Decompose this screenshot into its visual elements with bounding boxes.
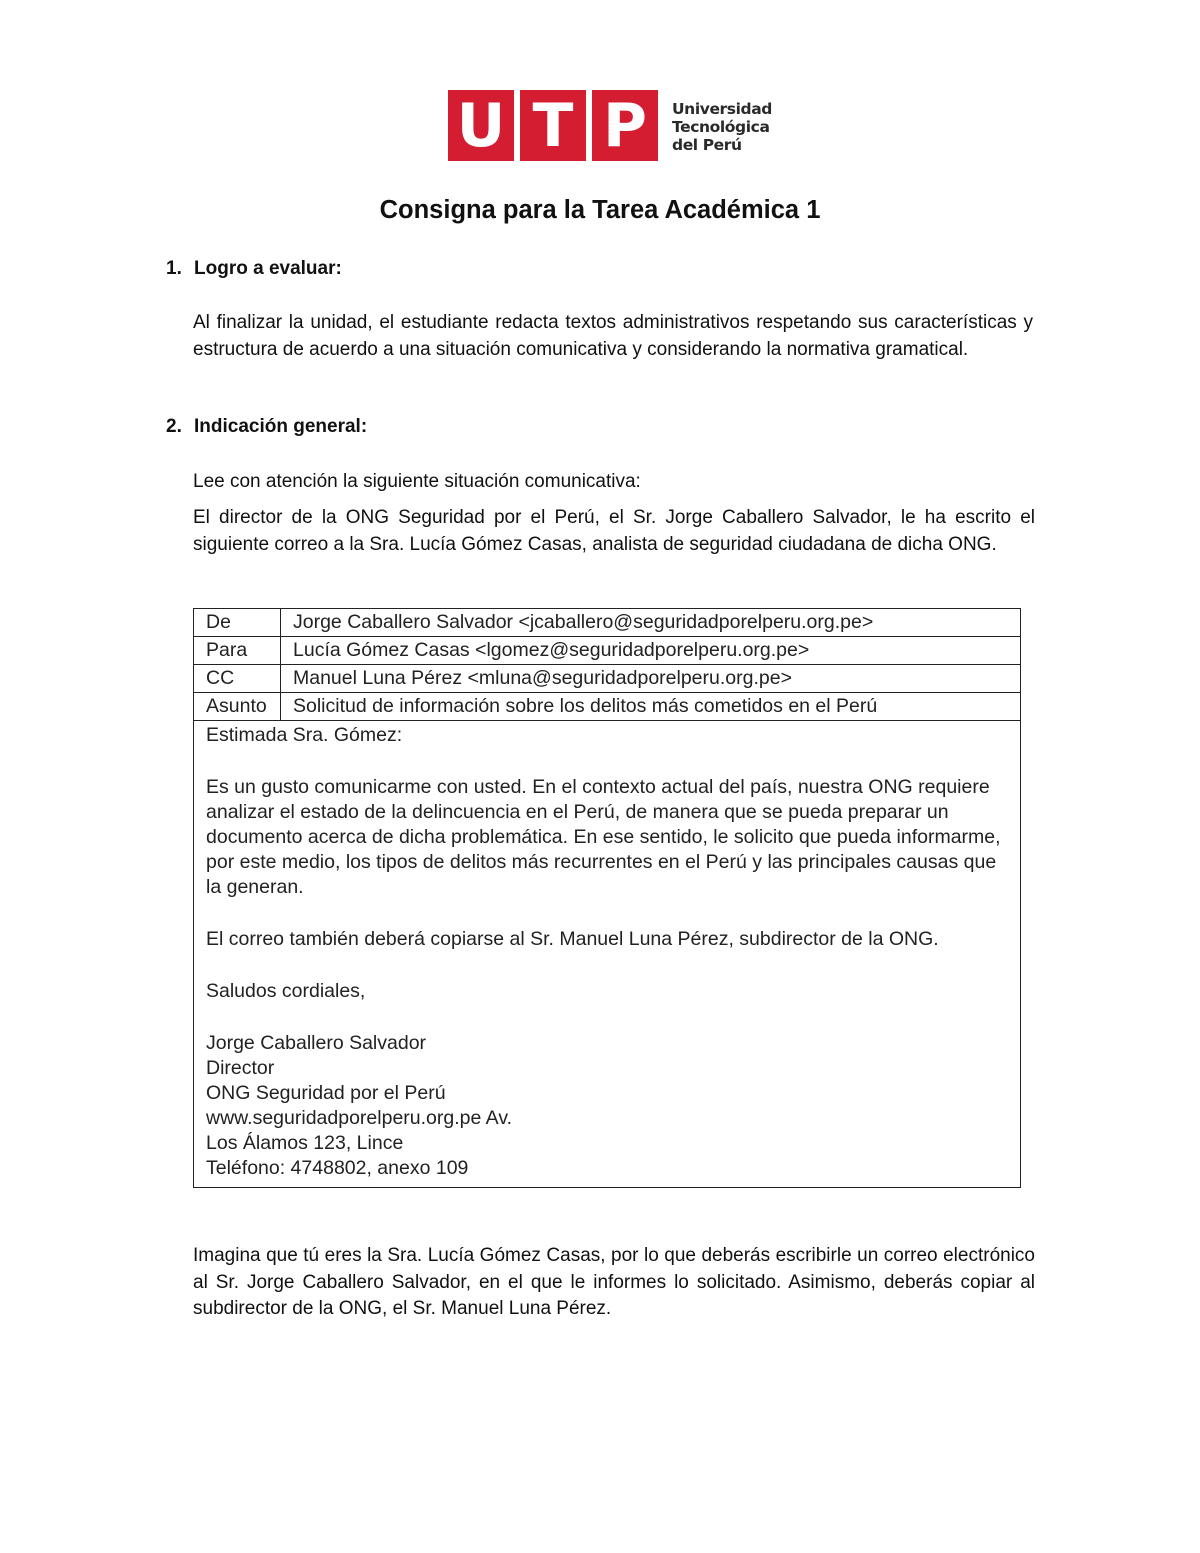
email-value: Lucía Gómez Casas <lgomez@seguridadporelperu.org.pe> [281,637,1021,665]
signature-line: www.seguridadporelperu.org.pe Av. [206,1107,513,1129]
email-label: Asunto [194,693,281,721]
section-heading-text: Logro a evaluar: [194,258,342,279]
section-heading-logro [166,258,342,280]
logo-name-line: Tecnológica [672,118,770,136]
email-label: Para [194,637,281,665]
section-heading-text: Indicación general: [194,416,368,437]
signature-line: Teléfono: 4748802, anexo 109 [206,1157,469,1179]
logo-letter-u: U [456,90,506,161]
logo-mark [448,90,658,161]
logo-letter-p: P [603,90,647,161]
email-label: De [194,609,281,637]
logo-name-line: del Perú [672,136,742,154]
closing-paragraph: Imagina que tú eres la Sra. Lucía Gómez Casas, por lo que deberás escribirle un correo electrónico al Sr. Jorge Caballero Salvador, en el que le informes lo solicitado. Asimismo, deberás copiar al subdirector de la ONG, el Sr. Manuel Luna Pérez. [193,1245,1035,1319]
email-row-subject [194,693,1021,721]
email-value: Solicitud de información sobre los delitos más cometidos en el Perú [281,693,1021,721]
email-body-paragraph: Es un gusto comunicarme con usted. En el contexto actual del país, nuestra ONG requiere analizar el estado de la delincuencia en el Perú, de manera que se pueda preparar un documento acerca de dicha problemática. En ese sentido, le solicito que pueda informarme, por este medio, los tipos de delitos más recurrentes en el Perú y las principales causas que la generan. [206,776,1001,898]
email-table [193,608,1021,1188]
email-value: Jorge Caballero Salvador <jcaballero@seguridadporelperu.org.pe> [281,609,1021,637]
signature-line: Los Álamos 123, Lince [206,1132,404,1154]
email-body-paragraph: El correo también deberá copiarse al Sr. Manuel Luna Pérez, subdirector de la ONG. [206,928,939,950]
email-greeting: Estimada Sra. Gómez: [206,724,403,746]
section-number: 1. [166,258,182,279]
section-number: 2. [166,416,182,437]
email-row-to [194,637,1021,665]
email-body [194,721,1021,1188]
signature-line: Director [206,1057,275,1079]
email-row-cc [194,665,1021,693]
logo-letter-t: T [532,90,574,161]
email-label: CC [194,665,281,693]
page-title: Consigna para la Tarea Académica 1 [379,196,821,224]
signature-line: Jorge Caballero Salvador [206,1032,427,1054]
email-body-row [194,721,1021,1188]
situation-paragraph: El director de la ONG Seguridad por el Perú, el Sr. Jorge Caballero Salvador, le ha escrito el siguiente correo a la Sra. Lucía Gómez Casas, analista de seguridad ciudadana de dicha ONG. [193,507,1035,555]
logo-name-line: Universidad [672,100,772,118]
signature-line: ONG Seguridad por el Perú [206,1082,446,1104]
email-row-from [194,609,1021,637]
section-heading-indicacion [166,416,367,438]
utp-logo [448,90,778,161]
email-value: Manuel Luna Pérez <mluna@seguridadporelperu.org.pe> [281,665,1021,693]
logro-paragraph: Al finalizar la unidad, el estudiante redacta textos administrativos respetando sus características y estructura de acuerdo a una situación comunicativa y considerando la normativa gramatical. [193,312,1033,360]
logo-wordmark [672,100,782,154]
email-closing: Saludos cordiales, [206,980,366,1002]
instruction-paragraph: Lee con atención la siguiente situación comunicativa: [193,471,641,492]
